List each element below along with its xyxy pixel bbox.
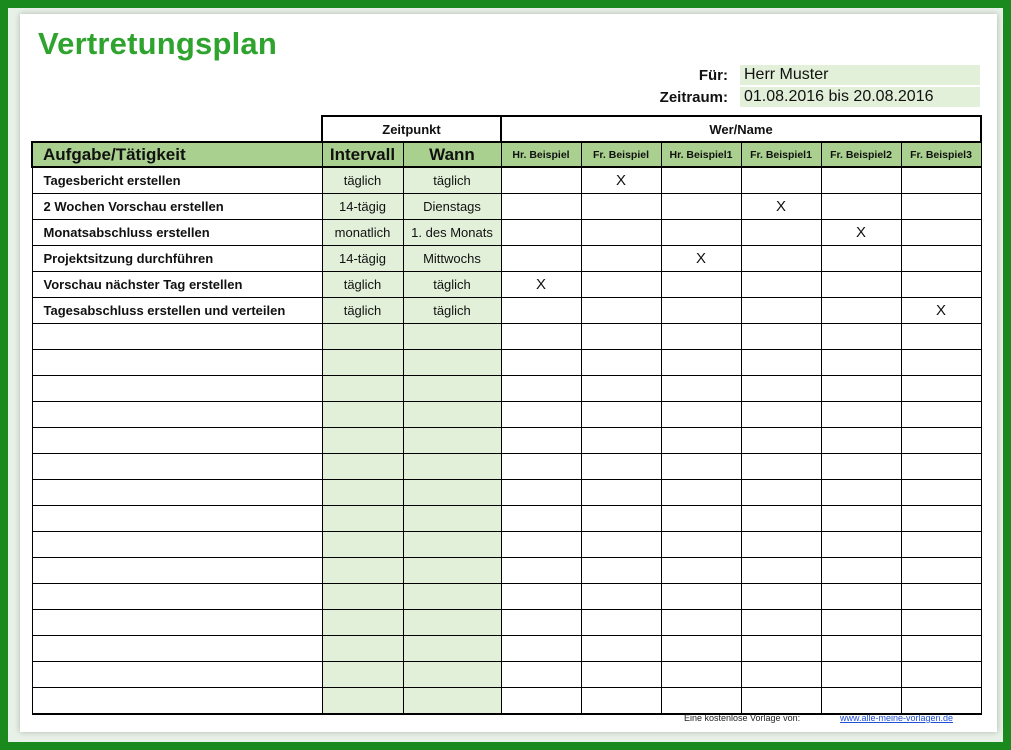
assignment-cell[interactable] [821, 506, 901, 532]
assignment-cell[interactable] [661, 350, 741, 376]
assignment-cell[interactable] [741, 428, 821, 454]
assignment-cell[interactable] [501, 506, 581, 532]
assignment-cell[interactable] [741, 532, 821, 558]
assignment-cell[interactable] [581, 480, 661, 506]
assignment-cell[interactable] [821, 402, 901, 428]
assignment-cell[interactable] [581, 610, 661, 636]
intervall-cell[interactable] [322, 636, 403, 662]
assignment-cell[interactable] [661, 662, 741, 688]
assignment-cell[interactable] [661, 688, 741, 715]
wann-cell[interactable] [403, 428, 501, 454]
assignment-cell[interactable] [581, 584, 661, 610]
task-cell[interactable]: Projektsitzung durchführen [32, 246, 322, 272]
assignment-cell[interactable] [501, 584, 581, 610]
assignment-cell[interactable] [741, 506, 821, 532]
group-header-row [32, 116, 981, 142]
task-cell[interactable] [32, 506, 322, 532]
intervall-cell[interactable] [322, 454, 403, 480]
task-cell[interactable]: Monatsabschluss erstellen [32, 220, 322, 246]
task-cell[interactable] [32, 610, 322, 636]
assignment-cell[interactable] [821, 610, 901, 636]
assignment-cell[interactable] [741, 584, 821, 610]
header-person: Fr. Beispiel1 [741, 142, 821, 167]
assignment-cell[interactable] [501, 636, 581, 662]
assignment-cell[interactable] [501, 376, 581, 402]
table-row [32, 246, 981, 272]
assignment-cell[interactable] [581, 532, 661, 558]
assignment-cell[interactable] [581, 194, 661, 220]
task-cell[interactable] [32, 428, 322, 454]
assignment-cell[interactable] [821, 350, 901, 376]
intervall-cell[interactable]: 14-tägig [322, 194, 403, 220]
assignment-cell[interactable] [821, 480, 901, 506]
footer-text: Eine kostenlose Vorlage von: [684, 713, 801, 723]
assignment-cell[interactable] [741, 350, 821, 376]
task-cell[interactable] [32, 324, 322, 350]
zeitraum-value[interactable]: 01.08.2016 bis 20.08.2016 [740, 87, 980, 107]
assignment-cell[interactable] [661, 194, 741, 220]
task-cell[interactable]: 2 Wochen Vorschau erstellen [32, 194, 322, 220]
assignment-cell[interactable] [581, 688, 661, 715]
task-cell[interactable] [32, 454, 322, 480]
footer-link[interactable]: www.alle-meine-vorlagen.de [840, 713, 954, 723]
wann-cell[interactable] [403, 376, 501, 402]
table-row [32, 272, 981, 298]
table-row [32, 402, 981, 428]
fuer-value[interactable]: Herr Muster [740, 65, 980, 85]
assignment-cell[interactable] [901, 167, 981, 194]
header-wann: Wann [403, 142, 501, 167]
task-cell[interactable] [32, 350, 322, 376]
wann-cell[interactable]: Dienstags [403, 194, 501, 220]
assignment-cell[interactable] [901, 324, 981, 350]
assignment-cell[interactable] [661, 480, 741, 506]
assignment-cell[interactable] [741, 324, 821, 350]
assignment-cell[interactable] [581, 402, 661, 428]
task-cell[interactable] [32, 402, 322, 428]
table-row [32, 688, 981, 715]
assignment-cell[interactable] [581, 220, 661, 246]
assignment-cell[interactable] [901, 558, 981, 584]
wann-cell[interactable]: Mittwochs [403, 246, 501, 272]
assignment-cell[interactable] [501, 662, 581, 688]
table-row [32, 194, 981, 220]
wann-cell[interactable]: täglich [403, 167, 501, 194]
table-row [32, 558, 981, 584]
table-row [32, 376, 981, 402]
assignment-cell[interactable]: X [901, 298, 981, 324]
assignment-cell[interactable] [741, 376, 821, 402]
wann-cell[interactable] [403, 350, 501, 376]
assignment-cell[interactable] [901, 688, 981, 715]
intervall-cell[interactable]: täglich [322, 272, 403, 298]
assignment-cell[interactable] [901, 636, 981, 662]
wann-cell[interactable] [403, 584, 501, 610]
assignment-cell[interactable] [661, 167, 741, 194]
assignment-cell[interactable] [741, 610, 821, 636]
assignment-cell[interactable] [581, 636, 661, 662]
intervall-cell[interactable] [322, 428, 403, 454]
wann-cell[interactable] [403, 480, 501, 506]
assignment-cell[interactable] [821, 454, 901, 480]
assignment-cell[interactable] [901, 220, 981, 246]
assignment-cell[interactable] [901, 584, 981, 610]
table-row [32, 506, 981, 532]
assignment-cell[interactable] [581, 428, 661, 454]
assignment-cell[interactable] [821, 584, 901, 610]
table-row [32, 428, 981, 454]
assignment-cell[interactable] [741, 402, 821, 428]
blank-cell [32, 116, 322, 142]
fuer-label: Für: [698, 67, 728, 84]
assignment-cell[interactable] [901, 662, 981, 688]
task-cell[interactable] [32, 636, 322, 662]
intervall-cell[interactable] [322, 402, 403, 428]
plan-table [31, 115, 982, 715]
assignment-cell[interactable]: X [501, 272, 581, 298]
assignment-cell[interactable] [821, 272, 901, 298]
assignment-cell[interactable]: X [741, 194, 821, 220]
assignment-cell[interactable] [581, 376, 661, 402]
assignment-cell[interactable] [901, 506, 981, 532]
task-cell[interactable] [32, 584, 322, 610]
assignment-cell[interactable] [901, 246, 981, 272]
task-cell[interactable] [32, 376, 322, 402]
assignment-cell[interactable] [501, 246, 581, 272]
assignment-cell[interactable] [581, 454, 661, 480]
table-row [32, 324, 981, 350]
assignment-cell[interactable]: X [581, 167, 661, 194]
assignment-cell[interactable] [901, 454, 981, 480]
group-zeitpunkt: Zeitpunkt [322, 116, 501, 142]
assignment-cell[interactable] [501, 194, 581, 220]
assignment-cell[interactable] [661, 610, 741, 636]
assignment-cell[interactable] [901, 350, 981, 376]
table-row [32, 584, 981, 610]
assignment-cell[interactable] [741, 272, 821, 298]
assignment-cell[interactable] [581, 558, 661, 584]
assignment-cell[interactable] [661, 402, 741, 428]
wann-cell[interactable] [403, 506, 501, 532]
assignment-cell[interactable] [821, 662, 901, 688]
assignment-cell[interactable] [821, 167, 901, 194]
assignment-cell[interactable] [901, 610, 981, 636]
assignment-cell[interactable] [741, 246, 821, 272]
header-person: Fr. Beispiel [581, 142, 661, 167]
wann-cell[interactable]: täglich [403, 298, 501, 324]
assignment-cell[interactable] [901, 194, 981, 220]
assignment-cell[interactable] [821, 558, 901, 584]
assignment-cell[interactable] [661, 532, 741, 558]
wann-cell[interactable] [403, 636, 501, 662]
assignment-cell[interactable] [821, 324, 901, 350]
header-person: Fr. Beispiel3 [901, 142, 981, 167]
assignment-cell[interactable] [661, 506, 741, 532]
assignment-cell[interactable] [741, 636, 821, 662]
assignment-cell[interactable] [581, 662, 661, 688]
wann-cell[interactable]: täglich [403, 272, 501, 298]
wann-cell[interactable] [403, 610, 501, 636]
assignment-cell[interactable]: X [661, 246, 741, 272]
assignment-cell[interactable]: X [821, 220, 901, 246]
intervall-cell[interactable]: 14-tägig [322, 246, 403, 272]
task-cell[interactable] [32, 688, 322, 715]
intervall-cell[interactable] [322, 558, 403, 584]
task-cell[interactable]: Vorschau nächster Tag erstellen [32, 272, 322, 298]
assignment-cell[interactable] [581, 272, 661, 298]
assignment-cell[interactable] [821, 194, 901, 220]
table-row [32, 298, 981, 324]
table-row [32, 220, 981, 246]
assignment-cell[interactable] [501, 220, 581, 246]
assignment-cell[interactable] [581, 298, 661, 324]
group-wer-name: Wer/Name [501, 116, 981, 142]
assignment-cell[interactable] [901, 532, 981, 558]
intervall-cell[interactable] [322, 688, 403, 715]
header-intervall: Intervall [322, 142, 403, 167]
assignment-cell[interactable] [661, 558, 741, 584]
intervall-cell[interactable] [322, 376, 403, 402]
task-cell[interactable]: Tagesabschluss erstellen und verteilen [32, 298, 322, 324]
assignment-cell[interactable] [901, 376, 981, 402]
assignment-cell[interactable] [741, 688, 821, 715]
assignment-cell[interactable] [501, 402, 581, 428]
intervall-cell[interactable] [322, 662, 403, 688]
assignment-cell[interactable] [501, 454, 581, 480]
assignment-cell[interactable] [661, 584, 741, 610]
table-row [32, 662, 981, 688]
assignment-cell[interactable] [501, 298, 581, 324]
intervall-cell[interactable]: täglich [322, 298, 403, 324]
assignment-cell[interactable] [741, 662, 821, 688]
page-title: Vertretungsplan [38, 26, 277, 61]
assignment-cell[interactable] [901, 428, 981, 454]
intervall-cell[interactable] [322, 480, 403, 506]
assignment-cell[interactable] [501, 688, 581, 715]
table-row [32, 350, 981, 376]
assignment-cell[interactable] [581, 324, 661, 350]
assignment-cell[interactable] [821, 688, 901, 715]
task-cell[interactable] [32, 558, 322, 584]
assignment-cell[interactable] [501, 350, 581, 376]
wann-cell[interactable] [403, 688, 501, 715]
column-header-row [32, 142, 981, 167]
assignment-cell[interactable] [821, 246, 901, 272]
assignment-cell[interactable] [741, 167, 821, 194]
header-person: Hr. Beispiel [501, 142, 581, 167]
header-person: Hr. Beispiel1 [661, 142, 741, 167]
assignment-cell[interactable] [821, 636, 901, 662]
task-cell[interactable] [32, 662, 322, 688]
assignment-cell[interactable] [741, 220, 821, 246]
assignment-cell[interactable] [501, 532, 581, 558]
assignment-cell[interactable] [661, 272, 741, 298]
wann-cell[interactable]: 1. des Monats [403, 220, 501, 246]
assignment-cell[interactable] [661, 454, 741, 480]
assignment-cell[interactable] [581, 506, 661, 532]
table-row [32, 480, 981, 506]
assignment-cell[interactable] [661, 324, 741, 350]
assignment-cell[interactable] [741, 558, 821, 584]
table-row [32, 636, 981, 662]
assignment-cell[interactable] [581, 246, 661, 272]
intervall-cell[interactable] [322, 610, 403, 636]
wann-cell[interactable] [403, 558, 501, 584]
wann-cell[interactable] [403, 532, 501, 558]
table-row [32, 167, 981, 194]
task-cell[interactable] [32, 480, 322, 506]
assignment-cell[interactable] [741, 454, 821, 480]
header-person: Fr. Beispiel2 [821, 142, 901, 167]
assignment-cell[interactable] [661, 376, 741, 402]
wann-cell[interactable] [403, 324, 501, 350]
assignment-cell[interactable] [661, 636, 741, 662]
table-row [32, 454, 981, 480]
assignment-cell[interactable] [901, 272, 981, 298]
intervall-cell[interactable]: monatlich [322, 220, 403, 246]
task-cell[interactable]: Tagesbericht erstellen [32, 167, 322, 194]
table-row [32, 532, 981, 558]
wann-cell[interactable] [403, 454, 501, 480]
assignment-cell[interactable] [501, 324, 581, 350]
header-task: Aufgabe/Tätigkeit [32, 142, 322, 167]
intervall-cell[interactable] [322, 324, 403, 350]
assignment-cell[interactable] [661, 220, 741, 246]
assignment-cell[interactable] [581, 350, 661, 376]
assignment-cell[interactable] [661, 428, 741, 454]
intervall-cell[interactable] [322, 506, 403, 532]
assignment-cell[interactable] [821, 298, 901, 324]
intervall-cell[interactable] [322, 584, 403, 610]
assignment-cell[interactable] [821, 532, 901, 558]
assignment-cell[interactable] [741, 298, 821, 324]
assignment-cell[interactable] [821, 376, 901, 402]
wann-cell[interactable] [403, 662, 501, 688]
wann-cell[interactable] [403, 402, 501, 428]
assignment-cell[interactable] [501, 428, 581, 454]
assignment-cell[interactable] [901, 480, 981, 506]
intervall-cell[interactable] [322, 532, 403, 558]
assignment-cell[interactable] [501, 480, 581, 506]
assignment-cell[interactable] [501, 610, 581, 636]
intervall-cell[interactable]: täglich [322, 167, 403, 194]
assignment-cell[interactable] [501, 167, 581, 194]
assignment-cell[interactable] [741, 480, 821, 506]
zeitraum-label: Zeitraum: [659, 89, 728, 106]
assignment-cell[interactable] [661, 298, 741, 324]
assignment-cell[interactable] [821, 428, 901, 454]
intervall-cell[interactable] [322, 350, 403, 376]
task-cell[interactable] [32, 532, 322, 558]
table-row [32, 610, 981, 636]
assignment-cell[interactable] [901, 402, 981, 428]
assignment-cell[interactable] [501, 558, 581, 584]
